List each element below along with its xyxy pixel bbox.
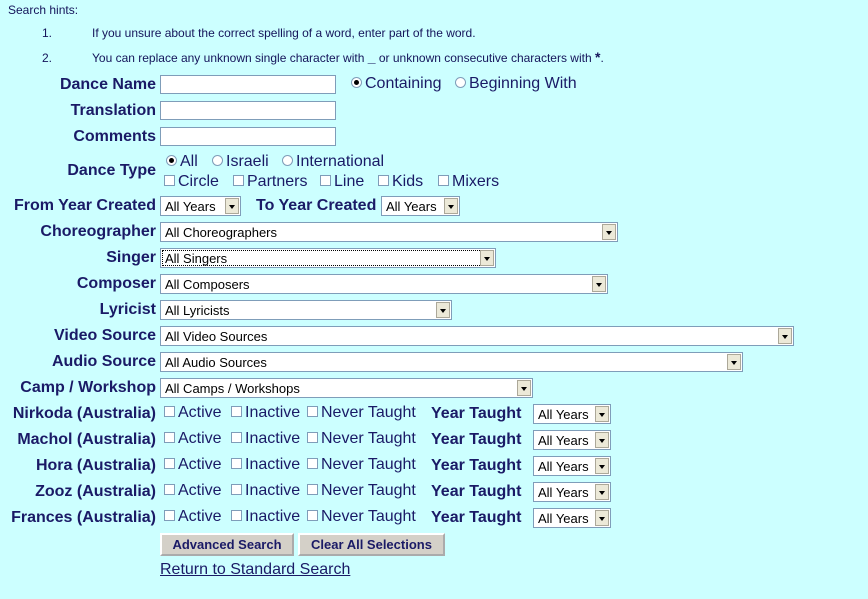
chevron-down-icon[interactable] [602, 224, 616, 240]
year-taught-select[interactable]: All Years [533, 482, 611, 502]
year-taught-select[interactable]: All Years [533, 508, 611, 528]
advanced-search-button[interactable]: Advanced Search [160, 533, 294, 556]
never-taught-checkbox-option[interactable]: Never Taught [307, 482, 416, 500]
beginning-with-radio[interactable] [455, 77, 466, 88]
clear-all-selections-button[interactable]: Clear All Selections [298, 533, 445, 556]
hint-number-1: 1. [42, 26, 53, 40]
singer-label: Singer [106, 249, 156, 266]
taught-group-label: Machol (Australia) [17, 431, 156, 448]
active-checkbox-option[interactable]: Active [164, 404, 222, 422]
video-source-label: Video Source [54, 327, 156, 344]
never-taught-checkbox[interactable] [307, 432, 318, 443]
chevron-down-icon[interactable] [225, 198, 239, 214]
year-taught-select[interactable]: All Years [533, 404, 611, 424]
translation-input[interactable] [160, 101, 336, 120]
translation-label: Translation [70, 102, 156, 119]
hint-number-2: 2. [42, 51, 53, 65]
never-taught-checkbox-option[interactable]: Never Taught [307, 430, 416, 448]
choreographer-select[interactable]: All Choreographers [160, 222, 618, 242]
active-checkbox[interactable] [164, 432, 175, 443]
never-taught-checkbox-option[interactable]: Never Taught [307, 456, 416, 474]
comments-label: Comments [73, 128, 156, 145]
search-hints-title: Search hints: [8, 3, 79, 17]
active-checkbox-option[interactable]: Active [164, 508, 222, 526]
underscore-symbol: _ [367, 49, 376, 65]
camp-workshop-label: Camp / Workshop [20, 379, 156, 396]
chevron-down-icon[interactable] [727, 354, 741, 370]
chevron-down-icon[interactable] [595, 458, 609, 474]
inactive-checkbox[interactable] [231, 406, 242, 417]
never-taught-checkbox[interactable] [307, 406, 318, 417]
dance-type-israeli-option[interactable]: Israeli [212, 153, 269, 171]
inactive-checkbox-option[interactable]: Inactive [231, 430, 300, 448]
inactive-checkbox-option[interactable]: Inactive [231, 508, 300, 526]
dance-type-all-option[interactable]: All [166, 153, 198, 171]
inactive-checkbox-option[interactable]: Inactive [231, 456, 300, 474]
singer-select[interactable]: All Singers [160, 248, 496, 268]
inactive-checkbox[interactable] [231, 510, 242, 521]
line-checkbox-option[interactable]: Line [320, 173, 364, 191]
year-taught-select[interactable]: All Years [533, 430, 611, 450]
active-checkbox-option[interactable]: Active [164, 482, 222, 500]
active-checkbox[interactable] [164, 406, 175, 417]
containing-radio[interactable] [351, 77, 362, 88]
choreographer-label: Choreographer [40, 223, 156, 240]
mixers-checkbox[interactable] [438, 175, 449, 186]
year-taught-label: Year Taught [431, 431, 522, 448]
taught-group-label: Nirkoda (Australia) [12, 405, 156, 422]
dance-type-all-radio[interactable] [166, 155, 177, 166]
never-taught-checkbox[interactable] [307, 510, 318, 521]
composer-label: Composer [76, 275, 156, 292]
partners-checkbox[interactable] [233, 175, 244, 186]
chevron-down-icon[interactable] [517, 380, 531, 396]
chevron-down-icon[interactable] [480, 250, 494, 266]
audio-source-label: Audio Source [51, 353, 156, 370]
line-checkbox[interactable] [320, 175, 331, 186]
taught-group-label: Zooz (Australia) [35, 483, 156, 500]
active-checkbox-option[interactable]: Active [164, 456, 222, 474]
camp-workshop-select[interactable]: All Camps / Workshops [160, 378, 533, 398]
lyricist-select[interactable]: All Lyricists [160, 300, 452, 320]
beginning-with-radio-option[interactable]: Beginning With [455, 75, 577, 93]
hint-text-1: If you unsure about the correct spelling of a word, enter part of the word. [92, 26, 476, 40]
year-taught-label: Year Taught [431, 405, 522, 422]
chevron-down-icon[interactable] [595, 406, 609, 422]
inactive-checkbox-option[interactable]: Inactive [231, 404, 300, 422]
comments-input[interactable] [160, 127, 336, 146]
never-taught-checkbox-option[interactable]: Never Taught [307, 404, 416, 422]
hint-text-2: You can replace any unknown single character with _ or unknown consecutive characters with *. [92, 49, 604, 65]
year-taught-label: Year Taught [431, 457, 522, 474]
chevron-down-icon[interactable] [595, 432, 609, 448]
year-taught-label: Year Taught [431, 509, 522, 526]
active-checkbox[interactable] [164, 484, 175, 495]
asterisk-symbol: * [594, 49, 601, 65]
active-checkbox[interactable] [164, 458, 175, 469]
partners-checkbox-option[interactable]: Partners [233, 173, 307, 191]
active-checkbox[interactable] [164, 510, 175, 521]
year-taught-select[interactable]: All Years [533, 456, 611, 476]
inactive-checkbox[interactable] [231, 432, 242, 443]
containing-radio-option[interactable]: Containing [351, 75, 442, 93]
to-year-select[interactable]: All Years [381, 196, 460, 216]
inactive-checkbox-option[interactable]: Inactive [231, 482, 300, 500]
composer-select[interactable]: All Composers [160, 274, 608, 294]
lyricist-label: Lyricist [99, 301, 156, 318]
to-year-label: To Year Created [256, 197, 377, 214]
dance-type-israeli-radio[interactable] [212, 155, 223, 166]
video-source-select[interactable]: All Video Sources [160, 326, 794, 346]
return-to-standard-search-link[interactable]: Return to Standard Search [160, 561, 351, 578]
never-taught-checkbox-option[interactable]: Never Taught [307, 508, 416, 526]
chevron-down-icon[interactable] [436, 302, 450, 318]
chevron-down-icon[interactable] [592, 276, 606, 292]
chevron-down-icon[interactable] [595, 484, 609, 500]
from-year-select[interactable]: All Years [160, 196, 241, 216]
circle-checkbox[interactable] [164, 175, 175, 186]
inactive-checkbox[interactable] [231, 484, 242, 495]
mixers-checkbox-option[interactable]: Mixers [438, 173, 499, 191]
taught-group-label: Hora (Australia) [35, 457, 156, 474]
never-taught-checkbox[interactable] [307, 484, 318, 495]
never-taught-checkbox[interactable] [307, 458, 318, 469]
active-checkbox-option[interactable]: Active [164, 430, 222, 448]
kids-checkbox-option[interactable]: Kids [378, 173, 423, 191]
dance-type-label: Dance Type [67, 162, 156, 179]
dance-name-label: Dance Name [59, 76, 156, 93]
from-year-label: From Year Created [14, 197, 156, 214]
year-taught-label: Year Taught [431, 483, 522, 500]
chevron-down-icon[interactable] [444, 198, 458, 214]
dance-type-international-radio[interactable] [282, 155, 293, 166]
taught-group-label: Frances (Australia) [11, 509, 156, 526]
circle-checkbox-option[interactable]: Circle [164, 173, 219, 191]
inactive-checkbox[interactable] [231, 458, 242, 469]
chevron-down-icon[interactable] [778, 328, 792, 344]
audio-source-select[interactable]: All Audio Sources [160, 352, 743, 372]
chevron-down-icon[interactable] [595, 510, 609, 526]
dance-name-input[interactable] [160, 75, 336, 94]
kids-checkbox[interactable] [378, 175, 389, 186]
dance-type-international-option[interactable]: International [282, 153, 384, 171]
